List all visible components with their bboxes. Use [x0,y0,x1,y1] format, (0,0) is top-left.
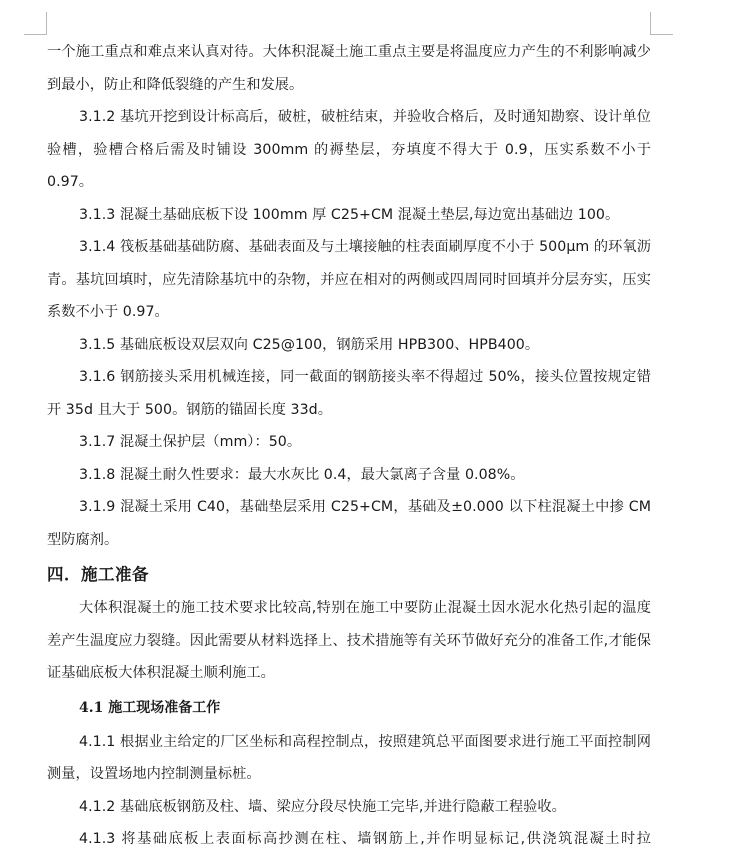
paragraph-3-1-4: 3.1.4 筏板基础基础防腐、基础表面及与土壤接触的柱表面刷厚度不小于 500μm 的环氧沥青。基坑回填时，应先清除基坑中的杂物，并应在相对的两侧或四周同时回填并分层夯实，压实系数不小于 0.97。 [47,239,651,320]
paragraph-3-1-8: 3.1.8 混凝土耐久性要求：最大水灰比 0.4，最大氯离子含量 0.08%。 [79,466,525,483]
section-heading-4: 四．施工准备 [47,565,149,584]
paragraph-3-1-3: 3.1.3 混凝土基础底板下设 100mm 厚 C25+CM 混凝土垫层,每边宽出基础边 100。 [79,206,620,223]
paragraph-3-1-5: 3.1.5 基础底板设双层双向 C25@100，钢筋采用 HPB300、HPB400。 [79,336,540,353]
document-body [47,36,651,856]
paragraph-4-1-3: 4.1.3 将基础底板上表面标高抄测在柱、墙钢筋上,并作明显标记,供浇筑混凝土时拉 [79,831,651,847]
paragraph-3-1-9: 3.1.9 混凝土采用 C40，基础垫层采用 C25+CM，基础及±0.000 以下柱混凝土中掺 CM 型防腐剂。 [47,499,651,548]
page-corner-mark-top-right [650,12,673,35]
paragraph-4-1-1: 4.1.1 根据业主给定的厂区坐标和高程控制点，按照建筑总平面图要求进行施工平面控制网测量，设置场地内控制测量标桩。 [47,733,651,782]
section-4-intro: 大体积混凝土的施工技术要求比较高,特别在施工中要防止混凝土因水泥水化热引起的温度差产生温度应力裂缝。因此需要从材料选择上、技术措施等有关环节做好充分的准备工作,才能保证基础底板大体积混凝土顺利施工。 [47,600,651,681]
subsection-heading-4-1: 4.1 施工现场准备工作 [79,699,221,716]
paragraph-continuation: 一个施工重点和难点来认真对待。大体积混凝土施工重点主要是将温度应力产生的不利影响减少到最小，防止和降低裂缝的产生和发展。 [47,44,651,93]
paragraph-3-1-2: 3.1.2 基坑开挖到设计标高后，破桩，破桩结束，并验收合格后，及时通知勘察、设计单位验槽，验槽合格后需及时铺设 300mm 的褥垫层，夯填度不得大于 0.9，压实系数不小于 0.97。 [47,109,651,190]
page-corner-mark-top-left [24,12,47,35]
paragraph-4-1-2: 4.1.2 基础底板钢筋及柱、墙、梁应分段尽快施工完毕,并进行隐蔽工程验收。 [79,798,566,815]
paragraph-3-1-7: 3.1.7 混凝土保护层（mm）：50。 [79,434,302,450]
paragraph-3-1-6: 3.1.6 钢筋接头采用机械连接，同一截面的钢筋接头率不得超过 50%，接头位置按规定错开 35d 且大于 500。钢筋的锚固长度 33d。 [47,369,651,418]
